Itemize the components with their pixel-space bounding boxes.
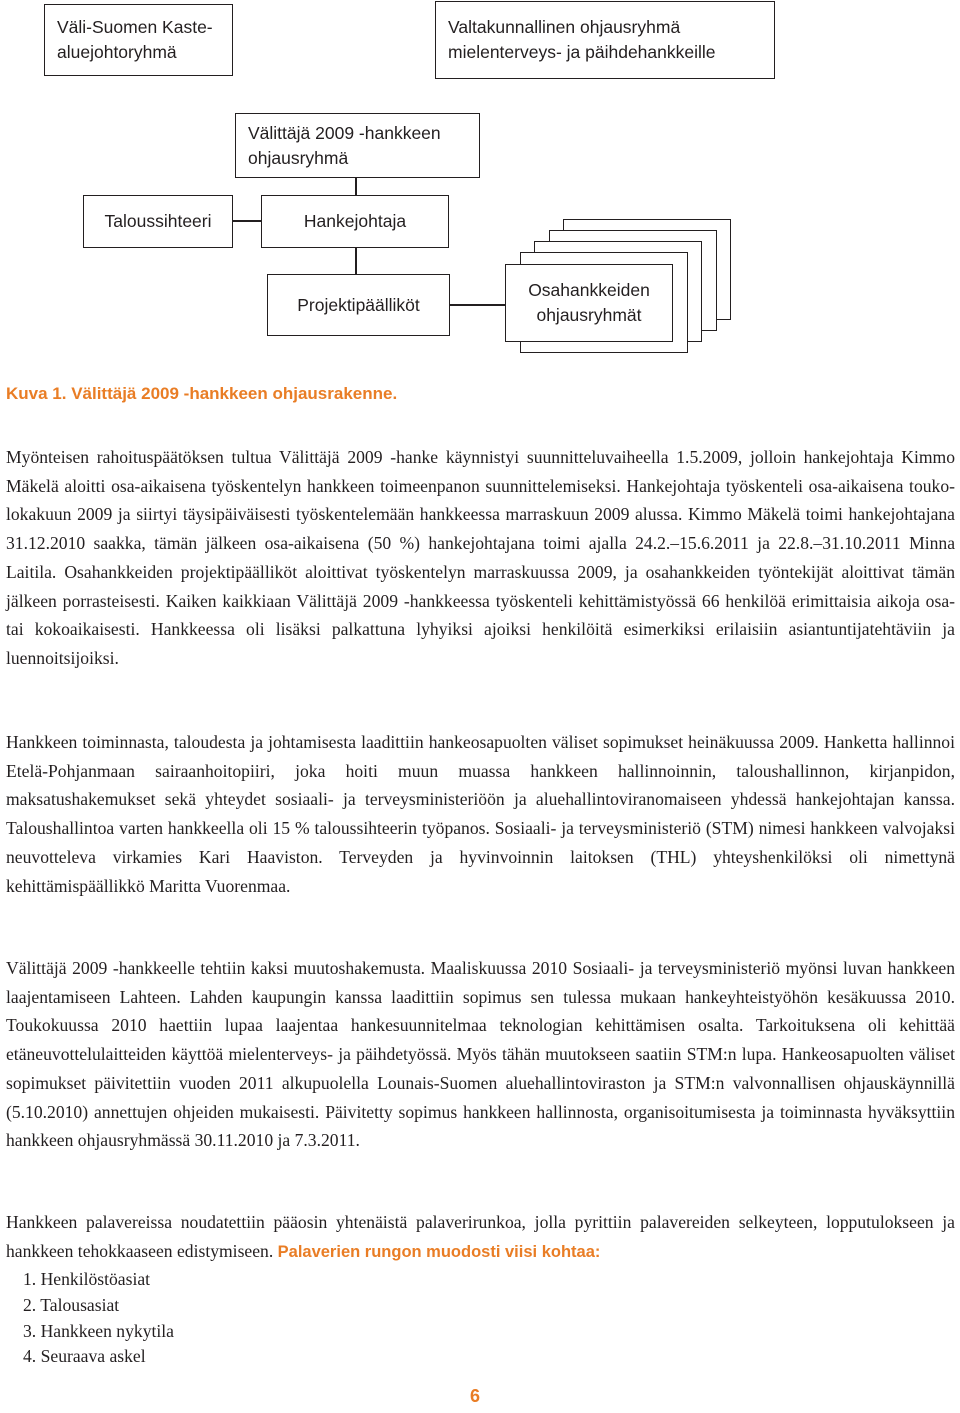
steering-group-label: Välittäjä 2009 -hankkeen ohjausryhmä [248,122,441,168]
project-manager-box [261,195,449,248]
project-leads-label: Projektipäälliköt [297,294,420,315]
subproject-groups-box [505,264,673,342]
regional-group-label: Väli-Suomen Kaste- aluejohtoryhmä [57,17,213,62]
page-number: 6 [470,1386,481,1406]
list-item: 2. Talousasiat [23,1294,120,1315]
paragraph-4 [6,1208,955,1266]
regional-group-box [44,4,233,76]
paragraph-4-text: Hankkeen palavereissa noudatettiin pääosin yhtenäistä palaverirunkoa, jolla pyrittiin palavereiden selkeyteen, lopputulokseen ja hankkeen tehokkaaseen edistymiseen. [6,1212,955,1261]
agenda-intro-highlight: Palaverien rungon muodosti viisi kohtaa: [277,1242,601,1261]
project-leads-box [267,274,450,336]
financial-secretary-box [83,195,233,248]
list-item: 1. Henkilöstöasiat [23,1269,151,1289]
connector-leads-to-subprojects [450,304,505,306]
subproject-groups-label: Osahankkeiden ohjausryhmät [528,280,650,325]
connector-secretary-to-manager [233,220,261,222]
list-item: 4. Seuraava askel [23,1346,146,1367]
agenda-list [23,1267,174,1370]
paragraph-2: Hankkeen toiminnasta, taloudesta ja johtamisesta laadittiin hankeosapuolten väliset sopimukset heinäkuussa 2009. Hanketta hallinnoi Etelä-Pohjanmaan sairaanhoitopiiri, joka hoiti muun muassa hankkeen hallinnoinnin, taloushallinnon, kirjanpidon, maksatushakemukset sekä yhteydet sosiaali- ja terveysministeriöön ja aluehallintoviranomaiseen yhdessä hankejohtajan kanssa. Taloushallintoa varten hankkeella oli 15 % taloussihteerin työpanos. Sosiaali- ja terveysministeriö (STM) nimesi hankkeen valvojaksi neuvotteleva virkamies Kari Haaviston. Terveyden ja hyvinvoinnin laitoksen (THL) yhteyshenkilöksi oli nimettynä kehittämispäällikkö Maritta Vuorenmaa. [6,732,955,896]
financial-secretary-label: Taloussihteeri [104,211,212,231]
national-group-label: Valtakunnallinen ohjausryhmä mielenterveys- ja päihdehankkeille [448,17,716,62]
figure-caption: Kuva 1. Välittäjä 2009 -hankkeen ohjausrakenne. [6,384,398,403]
connector-manager-to-leads [355,248,357,274]
connector-steering-to-manager [355,178,357,195]
project-manager-label: Hankejohtaja [303,211,407,231]
steering-group-box [235,113,480,178]
paragraph-1: Myönteisen rahoituspäätöksen tultua Välittäjä 2009 -hanke käynnistyi suunnitteluvaiheella 1.5.2009, jolloin hankejohtaja Kimmo Mäkelä aloitti osa-aikaisena työskentelyn hankkeen toimeenpanon suunnittelemiseksi. Hankejohtaja työskenteli osa-aikaisena touko-lokakuun 2009 ja siirtyi täysipäiväisesti työskentelemään hankkeessa marraskuun 2009 alussa. Kimmo Mäkelä toimi hankejohtajana 31.12.2010 saakka, tämän jälkeen osa-aikaisena (50 %) hankejohtajana toimi ajalla 24.2.–15.6.2011 ja 22.8.–31.10.2011 Minna Laitila. Osahankkeiden projektipäälliköt aloittivat työskentelyn marraskuussa 2009, ja osahankkeiden työntekijät aloittivat tämän jälkeen porrasteisesti. Kaiken kaikkiaan Välittäjä 2009 -hankkeessa työskenteli kehittämistyössä 66 henkilöä erimittaisia aikoja osa- tai kokoaikaisesti. Hankkeessa oli lisäksi palkattuna lyhyiksi ajoiksi henkilöitä esimerkiksi erilaisiin asiantuntijatehtäviin ja luennoitsijoiksi. [6,447,955,668]
list-item: 3. Hankkeen nykytila [23,1320,174,1341]
paragraph-3: Välittäjä 2009 -hankkeelle tehtiin kaksi muutoshakemusta. Maaliskuussa 2010 Sosiaali- ja terveysministeriö myönsi luvan hankkeen laajentamiseen Lahteen. Lahden kaupungin kanssa laadittiin sopimus sen tulessa mukaan hankeyhteistyöhön kesäkuussa 2010. Toukokuussa 2010 haettiin lupaa laajentaa hankesuunnitelmaa teknologian kehittämisen osalta. Tarkoituksena oli kehittää etäneuvottelulaitteiden käyttöä mielenterveys- ja päihdetyössä. Myös tähän muutokseen saatiin STM:n lupa. Hankeosapuolten väliset sopimukset päivitettiin vuoden 2011 alkupuolella Lounais-Suomen aluehallintoviraston ja STM:n valvonnallisen ohjauskäynnillä (5.10.2010) annettujen ohjeiden mukaisesti. Päivitetty sopimus hankkeen hallinnosta, organisoitumisesta ja toiminnasta hyväksyttiin hankkeen ohjausryhmässä 30.11.2010 ja 7.3.2011. [6,958,955,1151]
national-group-box [435,1,775,79]
